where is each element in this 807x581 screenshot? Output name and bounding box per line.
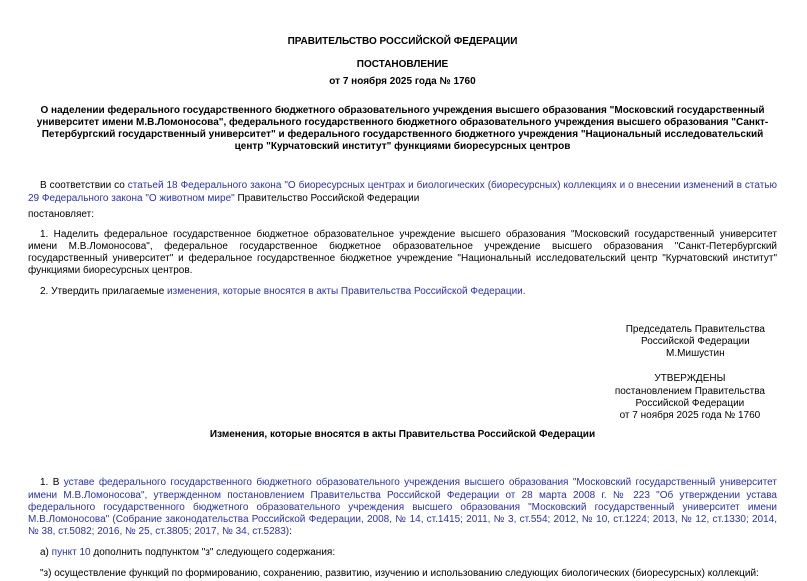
annex-p1-prefix-text: 1. В — [40, 477, 64, 489]
approval-by-line1: постановлением Правительства — [614, 385, 765, 397]
charter-msu-link[interactable]: уставе федерального государственного бюджетного образовательного учреждения высшего образования "Московский государственный университет имени М.В.Ломоносова", утвержденном постановлением Правительства Российской Федерации от 28 марта 2008 г. № 223 "Об утверждении устава федерального государственного бюджетного образовательного учреждения высшего образования "Московский государственный университет имени М.В.Ломоносова" (Собрание законодательства Российской Федерации, 2008, № 14, ст.1415; 2011, № 3, ст.554; 2012, № 10, ст.1224; 2013, № 12, ст.1330; 2014, № 38, ст.5082; 2016, № 25, ст.3805; 2017, № 34, ст.5283) — [28, 477, 777, 538]
approval-date-number: от 7 ноября 2025 года № 1760 — [619, 409, 761, 421]
document-type: ПОСТАНОВЛЕНИЕ — [356, 59, 449, 71]
preamble-intro-text: В соответствии со — [40, 180, 128, 192]
resolution-item-1: 1. Наделить федеральное государственное бюджетное образовательное учреждение высшего образования "Московский государственный университет имени М.В.Ломоносова", федеральное государственное бюджетное образовательное учреждение высшего образования "Санкт-Петербургский государственный университет" и федеральное государственное бюджетное учреждение "Национальный исследовательский центр "Курчатовский институт" функциями биоресурсных центров. — [28, 228, 777, 277]
signature-block — [626, 324, 765, 361]
signature-position-line2: Российской Федерации — [640, 336, 750, 347]
amendments-link[interactable]: изменения, которые вносятся в акты Правительства Российской Федерации. — [167, 285, 526, 297]
subitem-a-suffix-text: дополнить подпунктом "з" следующего содержания: — [90, 547, 336, 559]
annex-heading: Изменения, которые вносятся в акты Правительства Российской Федерации — [209, 429, 596, 441]
approval-stamp-block — [615, 373, 765, 422]
approval-word: УТВЕРЖДЕНЫ — [654, 373, 726, 385]
resolves-word: постановляет: — [28, 208, 95, 220]
annex-paragraph-1 — [28, 477, 777, 538]
point-10-link[interactable]: пункт 10 — [51, 547, 91, 559]
document-date-number: от 7 ноября 2025 года № 1760 — [329, 76, 476, 88]
preamble-outro-text: Правительство Российской Федерации — [234, 192, 420, 204]
approval-by-line2: Российской Федерации — [635, 397, 745, 409]
subitem-a-prefix-text: а) — [40, 547, 52, 559]
annex-subitem-a — [28, 547, 777, 559]
resolution-item-2 — [28, 286, 777, 298]
item2-prefix-text: 2. Утвердить прилагаемые — [40, 285, 168, 297]
annex-quoted-subpoint: "з) осуществление функций по формированию, сохранению, развитию, изучению и использованию следующих биологических (биоресурсных) коллекций: — [40, 568, 759, 580]
signature-position-line1: Председатель Правительства — [625, 323, 765, 335]
preamble-paragraph — [28, 180, 777, 204]
document-title: О наделении федерального государственного бюджетного образовательного учреждения высшего образования "Московский государственный университет имени М.В.Ломоносова", федерального государственного бюджетного образовательного учреждения высшего образования "Санкт-Петербургский государственный университет" и федерального государственного бюджетного учреждения "Национальный исследовательский центр "Курчатовский институт" функциями биоресурсных центров — [36, 104, 769, 153]
government-name: ПРАВИТЕЛЬСТВО РОССИЙСКОЙ ФЕДЕРАЦИИ — [287, 36, 518, 47]
annex-p1-suffix-text: : — [289, 526, 292, 538]
federal-law-article18-link[interactable]: статьей 18 Федерального закона "О биоресурсных центрах и биологических (биоресурсных) коллекциях и о внесении изменений в статью 29 Федерального закона "О животном мире" — [28, 180, 777, 204]
signature-name: М.Мишустин — [666, 348, 725, 360]
